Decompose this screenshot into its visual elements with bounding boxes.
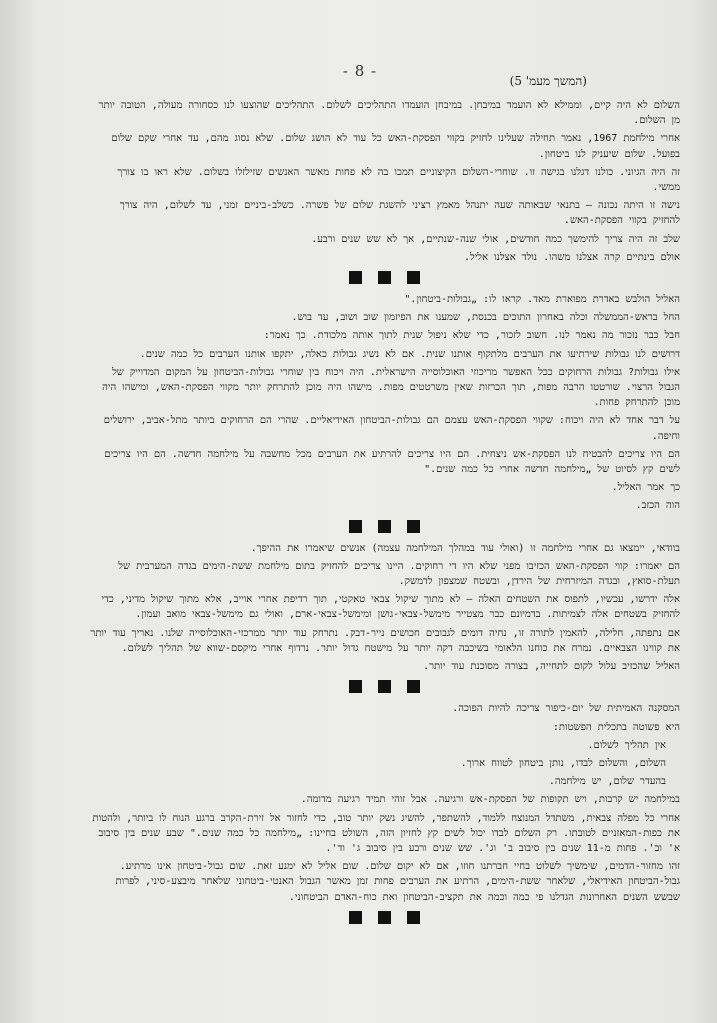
paragraph: האליל שהכזיב עלול לקום לתחייה, בצורה מסוכנת עוד יותר. bbox=[423, 661, 680, 673]
paragraph: אילו גבולות? גבולות הרחוקים ככל האפשר מריכוזי האוכלוסייה הישראלית. היה ויכוח בין שוחרי גבולות-הביטחון על המקום המדוייק של הגבול הרצוי. שורטטו הרבה מפות, תוך הכרזות שאין משרטטים מפות. מישהו היה מוכן להתרחק יותר מקווי הפסקת-האש, ומישהו היה מוכן להתרחק פחות. bbox=[102, 366, 680, 409]
paragraph: שלב זה היה צריך להימשך כמה חודשים, אולי שנה-שנתיים, אך לא שש שנים ורבע. bbox=[311, 233, 680, 245]
separator-block bbox=[407, 520, 420, 533]
paragraph: הם היו צריכים להבטיח לנו הפסקת-אש ניצחית. הם היו צריכים להרתיע את הערבים מכל מחשבה על מילחמה חדשה. הם היו צריכים לשים קץ לסיוט של „מילחמה חדשה אחרי כל כמה שנים." bbox=[104, 448, 680, 476]
paragraph: זה היה הגיוני. כולנו דגלנו בגישה זו. שוחרי-השלום הקיצוניים תמכו בה לא פחות מאשר האנשים שזילזלו בשלום. שלא ראו בו צורך ממשי. bbox=[117, 166, 680, 194]
paragraph: על דבר אחד לא היה ויכוח: שקווי הפסקת-האש עצמם הם גבולות-הביטחון האידיאליים. שהרי הם הרחוקים ביותר מתל-אביב, ירושלים וחיפה. bbox=[103, 415, 680, 442]
section-separator bbox=[88, 271, 680, 284]
paragraph: השלום, והשלום לבדו, נותן ביטחון לטווח ארוך. bbox=[460, 757, 666, 769]
separator-block bbox=[349, 520, 362, 533]
paragraph: המסקנה האמיתית של יום-כיפור צריכה להיות הפוכה. bbox=[452, 703, 680, 715]
paragraph: אחרי כל מפלה צבאית, משתדל המנוצח ללמוד, להשתפר, להשיג נשק יותר טוב, כדי לחזור אל זירת-הקרב ברגע הנוח לו ביותר, ולהטות את כפות-המאזניים לטובתו. רק השלום לבדו יכול לשים קץ לחזיון הזה, השולט בחיינו: „מילחמה כל כמה שנים." שבע שנים בין סיבוב א' וב'. פחות מ-11 שנים בין סיבוב ב' וג'. שש שנים ורבע בין סיבוב ג' וד'. bbox=[92, 812, 680, 854]
paragraph: בוודאי, יימצאו גם אחרי מילחמה זו (ואולי עוד במהלך המילחמה עצמה) אנשים שיאמרו את ההיפך. bbox=[250, 542, 680, 554]
separator-block bbox=[407, 680, 420, 693]
paragraph: השלום לא היה קיים, וממילא לא הועמד במיבחן. במיבחן הועמדו התהליכים לשלום. התהליכים שהוצעו לנו כסחורה מעולה, הטובה יותר מן השלום. bbox=[98, 100, 680, 127]
section-separator bbox=[88, 911, 680, 924]
paragraph: נישה זו היתה נכונה — בתנאי שבאותה שעה יתנהל מאמץ רציני להשגת שלום של פשרה. כשלב-ביניים זמני, עד לשלום, היה צורך להחזיק בקווי הפסקת-האש. bbox=[119, 200, 680, 227]
document-body bbox=[88, 98, 680, 932]
paragraph: האליל הולבש באדרת מפוארת מאד. קראו לו: „גבולות-ביטחון." bbox=[404, 294, 680, 306]
paragraph: היא פשוטה בתכלית הפשטות: bbox=[552, 721, 680, 733]
paragraph: אין תהליך לשלום. bbox=[587, 739, 666, 751]
paragraph: בהעדר שלום, יש מילחמה. bbox=[548, 776, 666, 788]
separator-block bbox=[407, 271, 420, 284]
page-number: - 8 - bbox=[342, 62, 378, 80]
separator-block bbox=[378, 911, 391, 924]
continuation-note: (המשך מעמ' 5) bbox=[509, 74, 587, 88]
paragraph: הם יאמרו: קווי הפסקת-האש הכזיבו מפני שלא היו די רחוקים. היינו צריכים להחזיק בתום מילחמת ששת-הימים בגדה המערבית של תעלת-סואץ, ובגדה המיזרחית של הירדן, ובשטח שמצפון לדמשק. bbox=[118, 560, 680, 588]
section-separator bbox=[88, 520, 680, 533]
separator-block bbox=[349, 271, 362, 284]
paragraph: זהו מחזור-הדמים, שימשיך לשלוט בחיי חברתנו חוזו, אם לא יקום שלום. שום אליל לא ימנע זאת. שום גבול-ביטחון אינו מרתיע. גבול-הביטחון האידיאלי, שלאחר ששת-הימים, הרתיע את הערבים פחות זמן מאשר הגבול האנטי-ביטחוני שלאחר מיבצע-סיני, לפרות שבשש השנים האחרונות הגדלנו פי כמה וכמה את תקציב-הביטחון ואת כוח-האדם הביטחוני. bbox=[115, 861, 680, 903]
paragraph: חבל כבר נזכור מה נאמר לנו. חשוב לזכור, כדי שלא ניפול שנית לתוך אותה מלכודת. כך נאמר: bbox=[263, 330, 680, 342]
separator-block bbox=[407, 911, 420, 924]
paragraph: במילחמה יש קרבות, ויש תקופות של הפסקת-אש ורגיעה. אבל זוהי תמיד רגיעה מדומה. bbox=[300, 794, 680, 806]
paragraph: אם נתפתה, חלילה, להאמין לתורה זו, נחיה דומים לגבובים חכושים נייר-דבק. נתרחק עוד יותר ממרכזי-האוכלוסייה שלנו. נאריך עוד יותר את קווינו הצבאיים. נמרח את כוחנו הלאומי בשיכבה דקה יותר על מישטח גדול יותר. נרדוף אחרי מיקסם-שווא של תהליך לשלום. bbox=[90, 627, 680, 654]
separator-block bbox=[378, 271, 391, 284]
paragraph: אלה ידרשו, עכשיו, לתפוס את השטחים האלה — לא מתוך שיקול צבאי טאקטי, תוך רדיפת אחרי אוייב, אלא מתוך שיקול מדיני, כדי להחזיק בשטחים אלה לצמיתות. בדמיונם כבר מצטייר מימשל-צבאי-גושן ומימשל-צבאי-ארם, ואולי גם מימשל-צבאי מואב ועמון. bbox=[101, 594, 680, 621]
paragraph: כך אמר האליל. bbox=[611, 482, 680, 494]
paragraph: אחרי מילחמת 1967, נאמר תחילה שעלינו לחזיק בקווי הפסקת-האש כל עוד לא הושג שלום. שלא נסוג מהם, עד אחרי שקם שלום בפועל. שלום שיעניק לנו ביטחון. bbox=[111, 133, 680, 160]
separator-block bbox=[349, 680, 362, 693]
separator-block bbox=[378, 520, 391, 533]
section-separator bbox=[88, 680, 680, 693]
separator-block bbox=[378, 680, 391, 693]
paragraph: דרושים לנו גבולות שירתיעו את הערבים מלתקוף אותנו שנית. אם לא נשיג גבולות כאלה, יתקפו אותנו הערבים כל כמה שנים. bbox=[139, 348, 680, 360]
paragraph: אולם בינתיים קרה אצלנו משהו. נולד אצלנו אליל. bbox=[463, 251, 680, 263]
paragraph: הוה הכזב. bbox=[635, 500, 680, 512]
separator-block bbox=[349, 911, 362, 924]
paragraph: החל בראש-הממשלה וכלה באחרון התוכים בכנסת, שמענו את הפיזמון שוב ושוב, עד בוש. bbox=[291, 312, 680, 324]
